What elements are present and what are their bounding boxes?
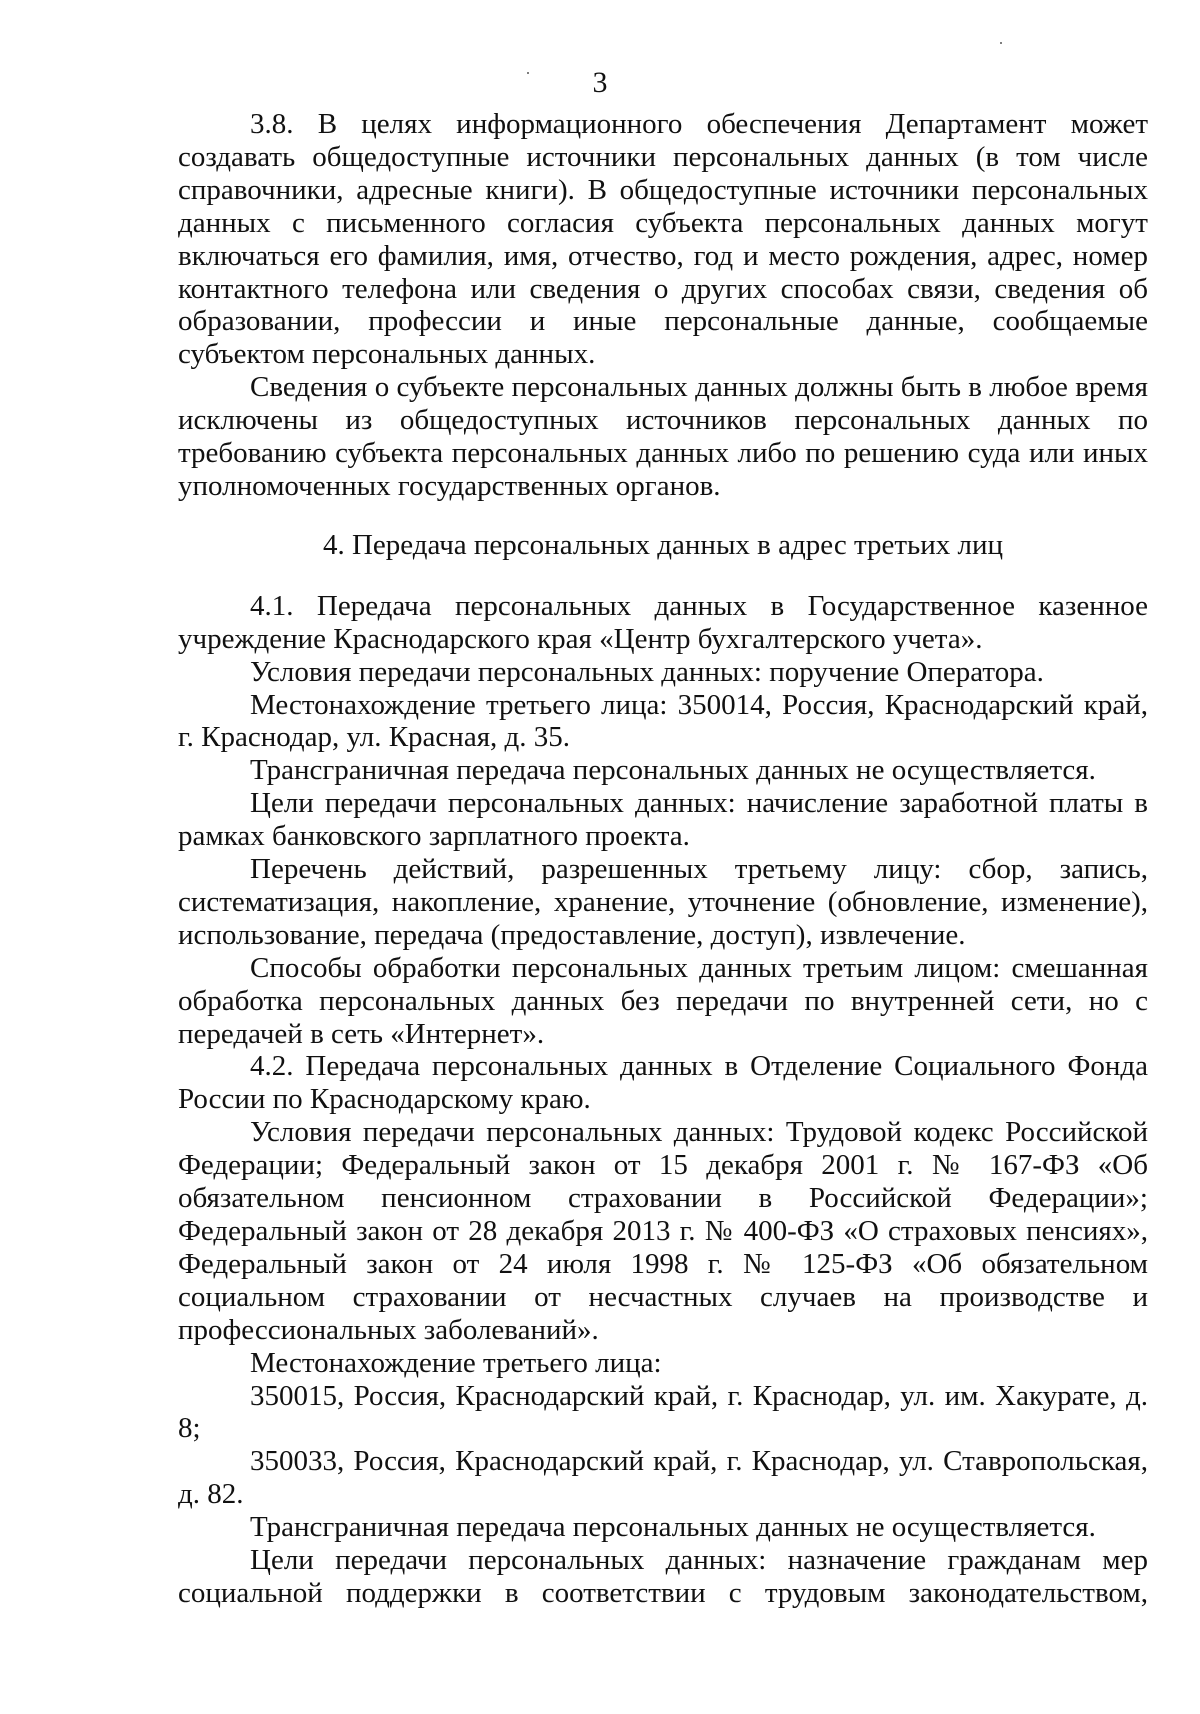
paragraph-4-1-location: Местонахождение третьего лица: 350014, Россия, Краснодарский край, г. Краснодар, ул. Красная, д. 35. <box>178 688 1148 754</box>
paragraph-4-1-purpose: Цели передачи персональных данных: начисление заработной платы в рамках банковского зарплатного проекта. <box>178 787 1148 853</box>
paragraph-4-1-cross-border: Трансграничная передача персональных данных не осуществляется. <box>250 754 1096 787</box>
paragraph-4-1: 4.1. Передача персональных данных в Государственное казенное учреждение Краснодарского края «Центр бухгалтерского учета». <box>178 589 1148 655</box>
document-body <box>178 108 1148 1610</box>
paragraph-4-2-address-1: 350015, Россия, Краснодарский край, г. Краснодар, ул. им. Хакурате, д. 8; <box>178 1379 1148 1445</box>
paragraph-4-1-methods: Способы обработки персональных данных третьим лицом: смешанная обработка персональных данных без передачи по внутренней сети, но с передачей в сеть «Интернет». <box>178 951 1148 1050</box>
paragraph-4-1-conditions: Условия передачи персональных данных: поручение Оператора. <box>250 655 1044 688</box>
paragraph-4-2-location-label: Местонахождение третьего лица: <box>250 1346 662 1379</box>
paragraph-3-8: 3.8. В целях информационного обеспечения Департамент может создавать общедоступные источники персональных данных (в том числе справочники, адресные книги). В общедоступные источники персональных данных с письменного согласия субъекта персональных данных могут включаться его фамилия, имя, отчество, год и место рождения, адрес, номер контактного телефона или сведения о других способах связи, сведения об образовании, профессии и иные персональные данные, сообщаемые субъектом персональных данных. <box>178 108 1148 371</box>
scan-speck <box>1000 42 1002 44</box>
paragraph-4-1-actions: Перечень действий, разрешенных третьему лицу: сбор, запись, систематизация, накопление, хранение, уточнение (обновление, изменение), использование, передача (предоставление, доступ), извлечение. <box>178 853 1148 951</box>
paragraph-4-2-conditions: Условия передачи персональных данных: Трудовой кодекс Российской Федерации; Федеральный закон от 15 декабря 2001 г. № 167-ФЗ «Об обязательном пенсионном страховании в Российской Федерации»; Федеральный закон от 28 декабря 2013 г. № 400-ФЗ «О страховых пенсиях», Федеральный закон от 24 июля 1998 г. № 125-ФЗ «Об обязательном социальном страховании от несчастных случаев на производстве и профессиональных заболеваний». <box>178 1116 1148 1346</box>
section-4-heading: 4. Передача персональных данных в адрес третьих лиц <box>322 528 1004 561</box>
paragraph-4-2-purpose: Цели передачи персональных данных: назначение гражданам мер социальной поддержки в соответствии с трудовым законодательством, <box>178 1544 1148 1609</box>
paragraph-4-2: 4.2. Передача персональных данных в Отделение Социального Фонда России по Краснодарскому краю. <box>178 1050 1148 1116</box>
paragraph-subject-exclusion: Сведения о субъекте персональных данных должны быть в любое время исключены из общедоступных источников персональных данных по требованию субъекта персональных данных либо по решению суда или иных уполномоченных государственных органов. <box>178 371 1148 502</box>
paragraph-4-2-address-2: 350033, Россия, Краснодарский край, г. Краснодар, ул. Ставропольская, д. 82. <box>178 1445 1148 1511</box>
paragraph-4-2-cross-border: Трансграничная передача персональных данных не осуществляется. <box>250 1511 1096 1544</box>
page-number: 3 <box>592 66 608 99</box>
